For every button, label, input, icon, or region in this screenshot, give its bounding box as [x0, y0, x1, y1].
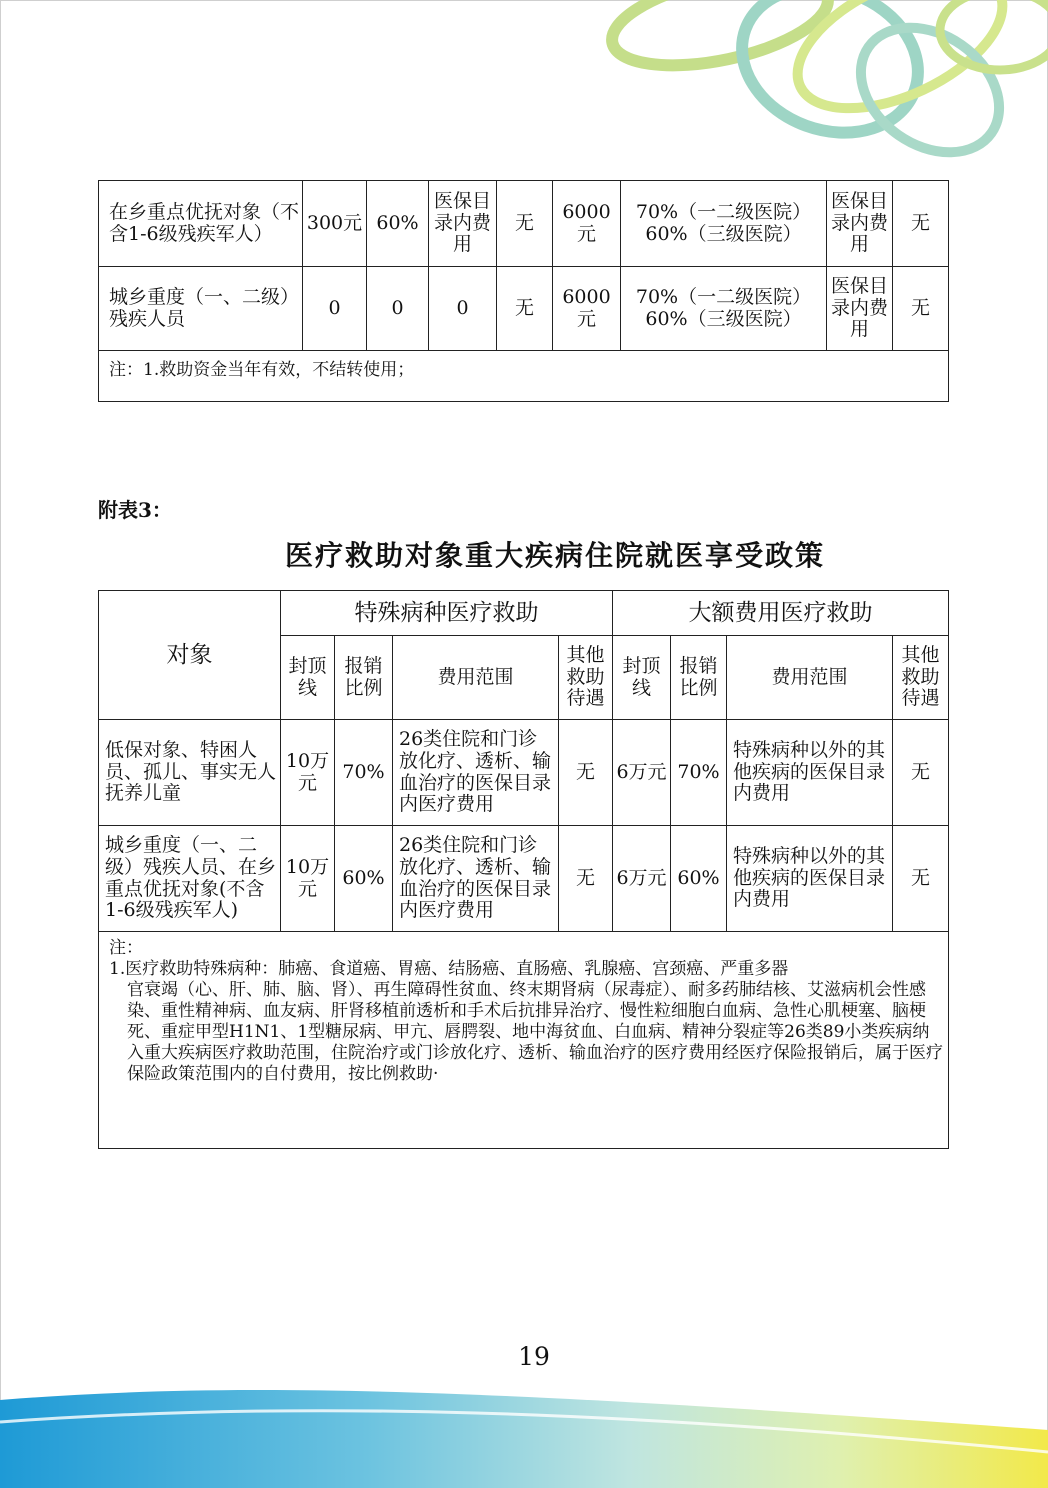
- cap-cell: 10万元: [281, 826, 335, 932]
- target-cell: 低保对象、特困人员、孤儿、事实无人抚养儿童: [99, 720, 281, 826]
- scope-header: 费用范围: [393, 636, 559, 720]
- scope-header: 费用范围: [727, 636, 893, 720]
- header-row: [99, 591, 949, 636]
- value-cell: 无: [497, 267, 553, 351]
- scope-cell: 26类住院和门诊放化疗、透析、输血治疗的医保目录内医疗费用: [393, 720, 559, 826]
- note-heading: 注：: [109, 938, 143, 958]
- note-item: 1.医疗救助特殊病种：肺癌、食道癌、胃癌、结肠癌、直肠癌、乳腺癌、宫颈癌、严重多器: [109, 959, 789, 980]
- ratio-cell: 70%: [671, 720, 727, 826]
- ratio-line: 60%（三级医院）: [645, 307, 802, 330]
- table-row: [99, 826, 949, 932]
- special-disease-header: 特殊病种医疗救助: [281, 591, 613, 636]
- cap-cell: 10万元: [281, 720, 335, 826]
- value-cell: 60%: [367, 181, 429, 267]
- scope-cell: 26类住院和门诊放化疗、透析、输血治疗的医保目录内医疗费用: [393, 826, 559, 932]
- cap-header: 封顶线: [613, 636, 671, 720]
- note-row: [99, 932, 949, 1149]
- ratio-line: 70%（一二级医院）: [635, 285, 812, 308]
- value-cell: 医保目录内费用: [429, 181, 497, 267]
- subsidy-table: [98, 180, 949, 402]
- other-header: 其他救助待遇: [893, 636, 949, 720]
- scope-cell: 特殊病种以外的其他疾病的医保目录内费用: [727, 720, 893, 826]
- other-cell: 无: [559, 826, 613, 932]
- page-number: 19: [518, 1342, 550, 1371]
- target-cell: 城乡重度（一、二级）残疾人员: [99, 267, 303, 351]
- note-row: [99, 351, 949, 402]
- ratio-cell: 60%: [335, 826, 393, 932]
- table-row: [99, 181, 949, 267]
- decorative-wave: [0, 1370, 1048, 1488]
- value-cell: 0: [367, 267, 429, 351]
- note-continuation: 官衰竭（心、肝、肺、脑、肾）、再生障碍性贫血、终末期肾病（尿毒症）、耐多药肺结核、艾滋病机会性感染、重性精神病、血友病、肝肾移植前透析和手术后抗排异治疗、慢性粒细胞白血病、急性心肌梗塞、脑梗死、重症甲型H1N1、1型糖尿病、甲亢、唇腭裂、地中海贫血、白血病、精神分裂症等26类89小类疾病纳入重大疾病医疗救助范围，住院治疗或门诊放化疗、透析、输血治疗的医疗费用经医疗保险报销后，属于医疗保险政策范围内的自付费用，按比例救助·: [127, 980, 943, 1085]
- note-text: 注：1.救助资金当年有效，不结转使用；: [99, 351, 949, 402]
- ratio-cell: [621, 181, 827, 267]
- value-cell: 无: [497, 181, 553, 267]
- value-cell: 0: [303, 267, 367, 351]
- target-header: 对象: [99, 591, 281, 720]
- target-cell: 城乡重度（一、二级）残疾人员、在乡重点优抚对象(不含1-6级残疾军人): [99, 826, 281, 932]
- value-cell: 6000元: [553, 267, 621, 351]
- ratio-cell: 70%: [335, 720, 393, 826]
- cap-header: 封顶线: [281, 636, 335, 720]
- value-cell: 无: [893, 267, 949, 351]
- scope-cell: 特殊病种以外的其他疾病的医保目录内费用: [727, 826, 893, 932]
- value-cell: 0: [429, 267, 497, 351]
- appendix-label: 附表3：: [98, 498, 172, 522]
- target-cell: 在乡重点优抚对象（不含1-6级残疾军人）: [99, 181, 303, 267]
- cap-cell: 6万元: [613, 826, 671, 932]
- table-row: [99, 267, 949, 351]
- value-cell: 无: [893, 181, 949, 267]
- other-cell: 无: [893, 826, 949, 932]
- ratio-line: 60%（三级医院）: [645, 222, 802, 245]
- ratio-header: 报销比例: [335, 636, 393, 720]
- page-title: 医疗救助对象重大疾病住院就医享受政策: [284, 539, 825, 572]
- value-cell: 300元: [303, 181, 367, 267]
- ratio-header: 报销比例: [671, 636, 727, 720]
- large-expense-header: 大额费用医疗救助: [613, 591, 949, 636]
- other-cell: 无: [559, 720, 613, 826]
- note-cell: [99, 932, 949, 1149]
- other-header: 其他救助待遇: [559, 636, 613, 720]
- value-cell: 医保目录内费用: [827, 181, 893, 267]
- ratio-cell: 60%: [671, 826, 727, 932]
- ratio-line: 70%（一二级医院）: [635, 200, 812, 223]
- policy-table: [98, 590, 949, 1149]
- table-row: [99, 720, 949, 826]
- cap-cell: 6万元: [613, 720, 671, 826]
- value-cell: 6000元: [553, 181, 621, 267]
- decorative-rings: [600, 0, 1048, 170]
- other-cell: 无: [893, 720, 949, 826]
- value-cell: 医保目录内费用: [827, 267, 893, 351]
- ratio-cell: [621, 267, 827, 351]
